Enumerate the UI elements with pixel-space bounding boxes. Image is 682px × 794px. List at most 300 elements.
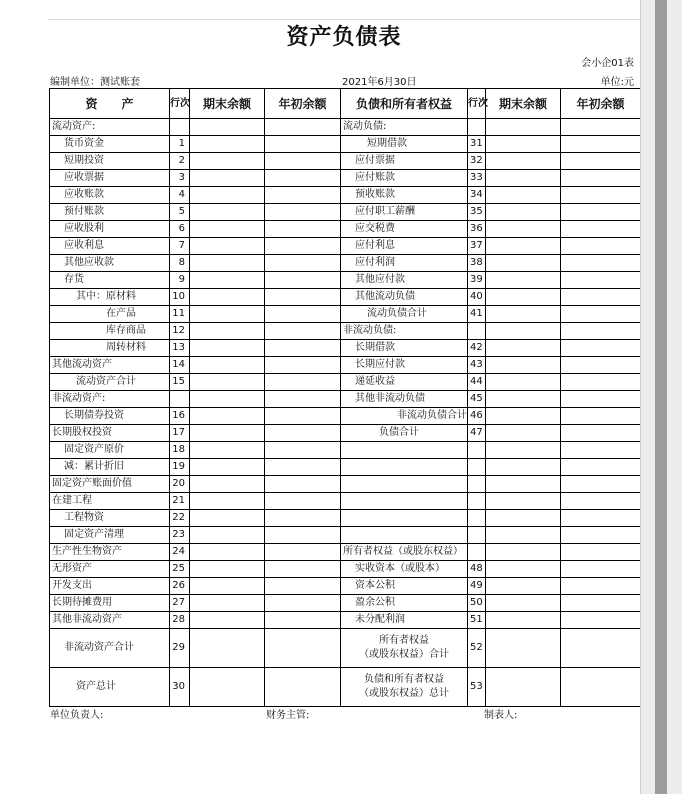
liability-end-balance-cell[interactable]	[486, 391, 561, 408]
asset-end-balance-cell[interactable]	[190, 493, 265, 510]
liability-line-number	[468, 510, 486, 527]
asset-line-number: 25	[170, 561, 190, 578]
liability-end-balance-cell[interactable]	[486, 136, 561, 153]
line-no-header: 行次	[468, 89, 486, 119]
asset-line-number: 10	[170, 289, 190, 306]
liability-end-balance-cell[interactable]	[486, 459, 561, 476]
asset-end-balance-cell[interactable]	[190, 476, 265, 493]
liability-item-label: 短期借款	[341, 136, 468, 153]
asset-end-balance-cell[interactable]	[190, 119, 265, 136]
asset-begin-balance-cell[interactable]	[265, 272, 341, 289]
table-row	[50, 187, 641, 204]
asset-end-balance-cell[interactable]	[190, 323, 265, 340]
liability-begin-balance-cell[interactable]	[561, 255, 641, 272]
liability-end-balance-cell[interactable]	[486, 204, 561, 221]
liability-begin-balance-cell[interactable]	[561, 595, 641, 612]
liability-end-balance-cell[interactable]	[486, 289, 561, 306]
liability-item-label: 其他非流动负债	[341, 391, 468, 408]
asset-line-number: 30	[170, 668, 190, 707]
balance-sheet-table	[49, 88, 641, 707]
table-row	[50, 255, 641, 272]
asset-begin-balance-cell[interactable]	[265, 374, 341, 391]
asset-end-balance-cell[interactable]	[190, 340, 265, 357]
asset-line-number: 19	[170, 459, 190, 476]
liability-end-balance-cell[interactable]	[486, 187, 561, 204]
asset-begin-balance-cell[interactable]	[265, 629, 341, 668]
asset-line-number: 1	[170, 136, 190, 153]
asset-line-number: 5	[170, 204, 190, 221]
asset-line-number: 14	[170, 357, 190, 374]
asset-begin-balance-cell[interactable]	[265, 527, 341, 544]
liability-line-number	[468, 442, 486, 459]
unit-head-label: 单位负责人:	[50, 710, 104, 721]
asset-line-number: 15	[170, 374, 190, 391]
asset-end-balance-cell[interactable]	[190, 527, 265, 544]
liability-item-label: 负债合计	[341, 425, 468, 442]
liability-item-label: 流动负债合计	[341, 306, 468, 323]
table-row	[50, 510, 641, 527]
asset-begin-balance-cell[interactable]	[265, 578, 341, 595]
liability-begin-balance-cell[interactable]	[561, 578, 641, 595]
begin-balance-header: 年初余额	[561, 89, 641, 119]
liability-end-balance-cell[interactable]	[486, 493, 561, 510]
asset-end-balance-cell[interactable]	[190, 238, 265, 255]
table-row	[50, 459, 641, 476]
liability-line-number: 31	[468, 136, 486, 153]
asset-end-balance-cell[interactable]	[190, 204, 265, 221]
table-row	[50, 442, 641, 459]
liability-total-line1: 负债和所有者权益	[364, 674, 444, 685]
table-row	[50, 561, 641, 578]
total-row	[50, 629, 641, 668]
asset-line-number: 4	[170, 187, 190, 204]
table-row	[50, 272, 641, 289]
liability-line-number: 47	[468, 425, 486, 442]
asset-end-balance-cell[interactable]	[190, 357, 265, 374]
asset-begin-balance-cell[interactable]	[265, 612, 341, 629]
liability-item-label: 所有者权益（或股东权益）	[341, 544, 468, 561]
liability-item-label: 预收账款	[341, 187, 468, 204]
liability-total-label	[341, 629, 468, 668]
asset-line-number: 26	[170, 578, 190, 595]
liability-line-number: 40	[468, 289, 486, 306]
table-row	[50, 544, 641, 561]
liability-item-label	[341, 493, 468, 510]
asset-item-label: 长期待摊费用	[50, 595, 170, 612]
liability-item-label: 非流动负债:	[341, 323, 468, 340]
table-row	[50, 595, 641, 612]
currency-unit: 单位:元	[600, 77, 634, 88]
asset-total-label: 资产总计	[50, 668, 170, 707]
liability-end-balance-cell[interactable]	[486, 668, 561, 707]
liability-line-number: 51	[468, 612, 486, 629]
liability-item-label: 应付利息	[341, 238, 468, 255]
table-row	[50, 323, 641, 340]
liability-begin-balance-cell[interactable]	[561, 493, 641, 510]
liability-end-balance-cell[interactable]	[486, 119, 561, 136]
asset-line-number: 7	[170, 238, 190, 255]
asset-line-number: 6	[170, 221, 190, 238]
liability-begin-balance-cell[interactable]	[561, 425, 641, 442]
asset-end-balance-cell[interactable]	[190, 459, 265, 476]
asset-begin-balance-cell[interactable]	[265, 476, 341, 493]
table-row	[50, 238, 641, 255]
liability-begin-balance-cell[interactable]	[561, 340, 641, 357]
asset-line-number: 29	[170, 629, 190, 668]
liability-end-balance-cell[interactable]	[486, 170, 561, 187]
liability-line-number: 39	[468, 272, 486, 289]
organization-label: 编制单位：测试账套	[50, 77, 140, 88]
table-row	[50, 340, 641, 357]
liability-item-label: 应付职工薪酬	[341, 204, 468, 221]
liability-end-balance-cell[interactable]	[486, 595, 561, 612]
asset-line-number: 18	[170, 442, 190, 459]
asset-begin-balance-cell[interactable]	[265, 544, 341, 561]
liability-end-balance-cell[interactable]	[486, 612, 561, 629]
asset-end-balance-cell[interactable]	[190, 578, 265, 595]
asset-end-balance-cell[interactable]	[190, 374, 265, 391]
liability-item-label: 递延收益	[341, 374, 468, 391]
liability-end-balance-cell[interactable]	[486, 527, 561, 544]
asset-item-label: 在建工程	[50, 493, 170, 510]
asset-line-number: 13	[170, 340, 190, 357]
liability-line-number: 48	[468, 561, 486, 578]
asset-begin-balance-cell[interactable]	[265, 323, 341, 340]
liability-end-balance-cell[interactable]	[486, 408, 561, 425]
asset-line-number: 2	[170, 153, 190, 170]
begin-balance-header: 年初余额	[265, 89, 341, 119]
liability-end-balance-cell[interactable]	[486, 238, 561, 255]
liability-begin-balance-cell[interactable]	[561, 238, 641, 255]
total-row	[50, 668, 641, 707]
liability-line-number	[468, 527, 486, 544]
asset-end-balance-cell[interactable]	[190, 289, 265, 306]
asset-begin-balance-cell[interactable]	[265, 340, 341, 357]
asset-end-balance-cell[interactable]	[190, 510, 265, 527]
liability-line-number	[468, 493, 486, 510]
table-row	[50, 374, 641, 391]
asset-begin-balance-cell[interactable]	[265, 425, 341, 442]
liability-line-number: 52	[468, 629, 486, 668]
liability-item-label: 盈余公积	[341, 595, 468, 612]
liability-end-balance-cell[interactable]	[486, 221, 561, 238]
asset-end-balance-cell[interactable]	[190, 544, 265, 561]
liability-header: 负债和所有者权益	[341, 89, 468, 119]
liability-line-number: 42	[468, 340, 486, 357]
liability-item-label: 其他应付款	[341, 272, 468, 289]
asset-item-label: 在产品	[50, 306, 170, 323]
asset-item-label: 开发支出	[50, 578, 170, 595]
table-row	[50, 578, 641, 595]
asset-begin-balance-cell[interactable]	[265, 221, 341, 238]
asset-item-label: 流动资产:	[50, 119, 170, 136]
liability-end-balance-cell[interactable]	[486, 306, 561, 323]
liability-begin-balance-cell[interactable]	[561, 668, 641, 707]
liability-total-line2: （或股东权益）合计	[359, 649, 449, 660]
liability-item-label	[341, 510, 468, 527]
asset-line-number: 23	[170, 527, 190, 544]
liability-line-number: 35	[468, 204, 486, 221]
table-row	[50, 119, 641, 136]
liability-item-label: 应付利润	[341, 255, 468, 272]
liability-line-number: 49	[468, 578, 486, 595]
asset-item-label: 其他流动资产	[50, 357, 170, 374]
asset-end-balance-cell[interactable]	[190, 153, 265, 170]
liability-begin-balance-cell[interactable]	[561, 510, 641, 527]
asset-line-number: 12	[170, 323, 190, 340]
scrollbar-thumb[interactable]	[655, 0, 667, 794]
asset-line-number	[170, 391, 190, 408]
asset-item-label: 非流动资产:	[50, 391, 170, 408]
preparer-label: 制表人:	[484, 710, 518, 721]
asset-line-number: 24	[170, 544, 190, 561]
asset-end-balance-cell[interactable]	[190, 561, 265, 578]
asset-item-label: 其他非流动资产	[50, 612, 170, 629]
liability-total-line2: （或股东权益）总计	[359, 688, 449, 699]
liability-begin-balance-cell[interactable]	[561, 153, 641, 170]
liability-begin-balance-cell[interactable]	[561, 221, 641, 238]
liability-line-number: 34	[468, 187, 486, 204]
asset-item-label: 其中：原材料	[50, 289, 170, 306]
liability-line-number	[468, 544, 486, 561]
liability-begin-balance-cell[interactable]	[561, 136, 641, 153]
asset-begin-balance-cell[interactable]	[265, 408, 341, 425]
liability-end-balance-cell[interactable]	[486, 153, 561, 170]
liability-begin-balance-cell[interactable]	[561, 272, 641, 289]
finance-head-label: 财务主管:	[266, 710, 310, 721]
liability-line-number: 44	[468, 374, 486, 391]
asset-begin-balance-cell[interactable]	[265, 442, 341, 459]
liability-end-balance-cell[interactable]	[486, 255, 561, 272]
liability-line-number: 38	[468, 255, 486, 272]
liability-begin-balance-cell[interactable]	[561, 323, 641, 340]
table-row	[50, 289, 641, 306]
asset-end-balance-cell[interactable]	[190, 442, 265, 459]
asset-begin-balance-cell[interactable]	[265, 119, 341, 136]
asset-end-balance-cell[interactable]	[190, 187, 265, 204]
liability-line-number: 32	[468, 153, 486, 170]
liability-begin-balance-cell[interactable]	[561, 476, 641, 493]
liability-line-number	[468, 459, 486, 476]
liability-line-number	[468, 323, 486, 340]
asset-line-number: 17	[170, 425, 190, 442]
table-row	[50, 391, 641, 408]
table-row	[50, 170, 641, 187]
asset-end-balance-cell[interactable]	[190, 408, 265, 425]
liability-end-balance-cell[interactable]	[486, 544, 561, 561]
liability-end-balance-cell[interactable]	[486, 425, 561, 442]
liability-begin-balance-cell[interactable]	[561, 408, 641, 425]
asset-item-label: 存货	[50, 272, 170, 289]
asset-line-number	[170, 119, 190, 136]
asset-item-label: 流动资产合计	[50, 374, 170, 391]
liability-item-label: 应付票据	[341, 153, 468, 170]
liability-item-label	[341, 459, 468, 476]
liability-begin-balance-cell[interactable]	[561, 204, 641, 221]
liability-begin-balance-cell[interactable]	[561, 442, 641, 459]
table-row	[50, 136, 641, 153]
asset-end-balance-cell[interactable]	[190, 391, 265, 408]
table-row	[50, 408, 641, 425]
asset-begin-balance-cell[interactable]	[265, 187, 341, 204]
liability-begin-balance-cell[interactable]	[561, 374, 641, 391]
asset-begin-balance-cell[interactable]	[265, 170, 341, 187]
liability-line-number: 33	[468, 170, 486, 187]
liability-total-label	[341, 668, 468, 707]
liability-end-balance-cell[interactable]	[486, 323, 561, 340]
liability-item-label	[341, 442, 468, 459]
liability-line-number: 43	[468, 357, 486, 374]
asset-begin-balance-cell[interactable]	[265, 255, 341, 272]
table-row	[50, 221, 641, 238]
asset-line-number: 28	[170, 612, 190, 629]
asset-end-balance-cell[interactable]	[190, 255, 265, 272]
asset-end-balance-cell[interactable]	[190, 668, 265, 707]
liability-end-balance-cell[interactable]	[486, 374, 561, 391]
asset-end-balance-cell[interactable]	[190, 221, 265, 238]
liability-item-label	[341, 476, 468, 493]
asset-item-label: 无形资产	[50, 561, 170, 578]
asset-header: 资 产	[50, 89, 170, 119]
liability-line-number: 37	[468, 238, 486, 255]
asset-end-balance-cell[interactable]	[190, 272, 265, 289]
asset-item-label: 应收利息	[50, 238, 170, 255]
asset-item-label: 短期投资	[50, 153, 170, 170]
liability-item-label: 长期应付款	[341, 357, 468, 374]
asset-item-label: 货币资金	[50, 136, 170, 153]
asset-item-label: 应收股利	[50, 221, 170, 238]
asset-begin-balance-cell[interactable]	[265, 493, 341, 510]
asset-line-number: 27	[170, 595, 190, 612]
asset-item-label: 固定资产清理	[50, 527, 170, 544]
asset-begin-balance-cell[interactable]	[265, 357, 341, 374]
liability-begin-balance-cell[interactable]	[561, 187, 641, 204]
asset-item-label: 生产性生物资产	[50, 544, 170, 561]
liability-end-balance-cell[interactable]	[486, 272, 561, 289]
liability-line-number	[468, 476, 486, 493]
asset-total-label: 非流动资产合计	[50, 629, 170, 668]
asset-begin-balance-cell[interactable]	[265, 238, 341, 255]
liability-item-label: 流动负债:	[341, 119, 468, 136]
liability-line-number: 50	[468, 595, 486, 612]
asset-line-number: 9	[170, 272, 190, 289]
report-title: 资产负债表	[286, 25, 402, 50]
liability-begin-balance-cell[interactable]	[561, 391, 641, 408]
liability-end-balance-cell[interactable]	[486, 357, 561, 374]
table-row	[50, 306, 641, 323]
asset-begin-balance-cell[interactable]	[265, 289, 341, 306]
liability-item-label: 应付账款	[341, 170, 468, 187]
liability-line-number: 46	[468, 408, 486, 425]
asset-item-label: 减：累计折旧	[50, 459, 170, 476]
asset-item-label: 工程物资	[50, 510, 170, 527]
liability-end-balance-cell[interactable]	[486, 340, 561, 357]
asset-item-label: 周转材料	[50, 340, 170, 357]
line-no-header: 行次	[170, 89, 190, 119]
asset-begin-balance-cell[interactable]	[265, 136, 341, 153]
liability-begin-balance-cell[interactable]	[561, 289, 641, 306]
liability-end-balance-cell[interactable]	[486, 561, 561, 578]
liability-end-balance-cell[interactable]	[486, 442, 561, 459]
table-row	[50, 493, 641, 510]
liability-line-number: 41	[468, 306, 486, 323]
liability-end-balance-cell[interactable]	[486, 629, 561, 668]
table-row	[50, 425, 641, 442]
asset-begin-balance-cell[interactable]	[265, 668, 341, 707]
liability-begin-balance-cell[interactable]	[561, 306, 641, 323]
table-row	[50, 204, 641, 221]
report-meta-row	[50, 73, 634, 88]
asset-begin-balance-cell[interactable]	[265, 561, 341, 578]
liability-begin-balance-cell[interactable]	[561, 170, 641, 187]
asset-end-balance-cell[interactable]	[190, 425, 265, 442]
liability-begin-balance-cell[interactable]	[561, 561, 641, 578]
table-row	[50, 153, 641, 170]
asset-line-number: 20	[170, 476, 190, 493]
liability-end-balance-cell[interactable]	[486, 510, 561, 527]
asset-item-label: 长期股权投资	[50, 425, 170, 442]
asset-begin-balance-cell[interactable]	[265, 459, 341, 476]
table-row	[50, 476, 641, 493]
table-header-row	[50, 89, 641, 119]
asset-line-number: 11	[170, 306, 190, 323]
liability-begin-balance-cell[interactable]	[561, 119, 641, 136]
liability-item-label: 资本公积	[341, 578, 468, 595]
liability-item-label: 实收资本（或股本）	[341, 561, 468, 578]
liability-end-balance-cell[interactable]	[486, 578, 561, 595]
liability-item-label: 其他流动负债	[341, 289, 468, 306]
asset-end-balance-cell[interactable]	[190, 136, 265, 153]
form-code: 会小企01表	[581, 58, 634, 69]
asset-end-balance-cell[interactable]	[190, 612, 265, 629]
asset-begin-balance-cell[interactable]	[265, 153, 341, 170]
liability-item-label: 长期借款	[341, 340, 468, 357]
asset-end-balance-cell[interactable]	[190, 629, 265, 668]
liability-begin-balance-cell[interactable]	[561, 527, 641, 544]
asset-begin-balance-cell[interactable]	[265, 391, 341, 408]
report-date: 2021年6月30日	[342, 77, 417, 88]
liability-begin-balance-cell[interactable]	[561, 357, 641, 374]
end-balance-header: 期末余额	[190, 89, 265, 119]
asset-begin-balance-cell[interactable]	[265, 595, 341, 612]
liability-line-number: 53	[468, 668, 486, 707]
liability-begin-balance-cell[interactable]	[561, 612, 641, 629]
liability-item-label: 未分配利润	[341, 612, 468, 629]
liability-item-label: 应交税费	[341, 221, 468, 238]
liability-end-balance-cell[interactable]	[486, 476, 561, 493]
liability-begin-balance-cell[interactable]	[561, 459, 641, 476]
asset-end-balance-cell[interactable]	[190, 170, 265, 187]
asset-line-number: 3	[170, 170, 190, 187]
liability-line-number: 36	[468, 221, 486, 238]
asset-item-label: 库存商品	[50, 323, 170, 340]
liability-line-number	[468, 119, 486, 136]
liability-begin-balance-cell[interactable]	[561, 629, 641, 668]
liability-begin-balance-cell[interactable]	[561, 544, 641, 561]
asset-item-label: 长期债券投资	[50, 408, 170, 425]
asset-line-number: 8	[170, 255, 190, 272]
asset-begin-balance-cell[interactable]	[265, 306, 341, 323]
asset-item-label: 应收账款	[50, 187, 170, 204]
asset-begin-balance-cell[interactable]	[265, 204, 341, 221]
liability-item-label: 非流动负债合计	[341, 408, 468, 425]
asset-item-label: 其他应收款	[50, 255, 170, 272]
table-row	[50, 357, 641, 374]
liability-item-label	[341, 527, 468, 544]
asset-begin-balance-cell[interactable]	[265, 510, 341, 527]
asset-end-balance-cell[interactable]	[190, 306, 265, 323]
asset-end-balance-cell[interactable]	[190, 595, 265, 612]
